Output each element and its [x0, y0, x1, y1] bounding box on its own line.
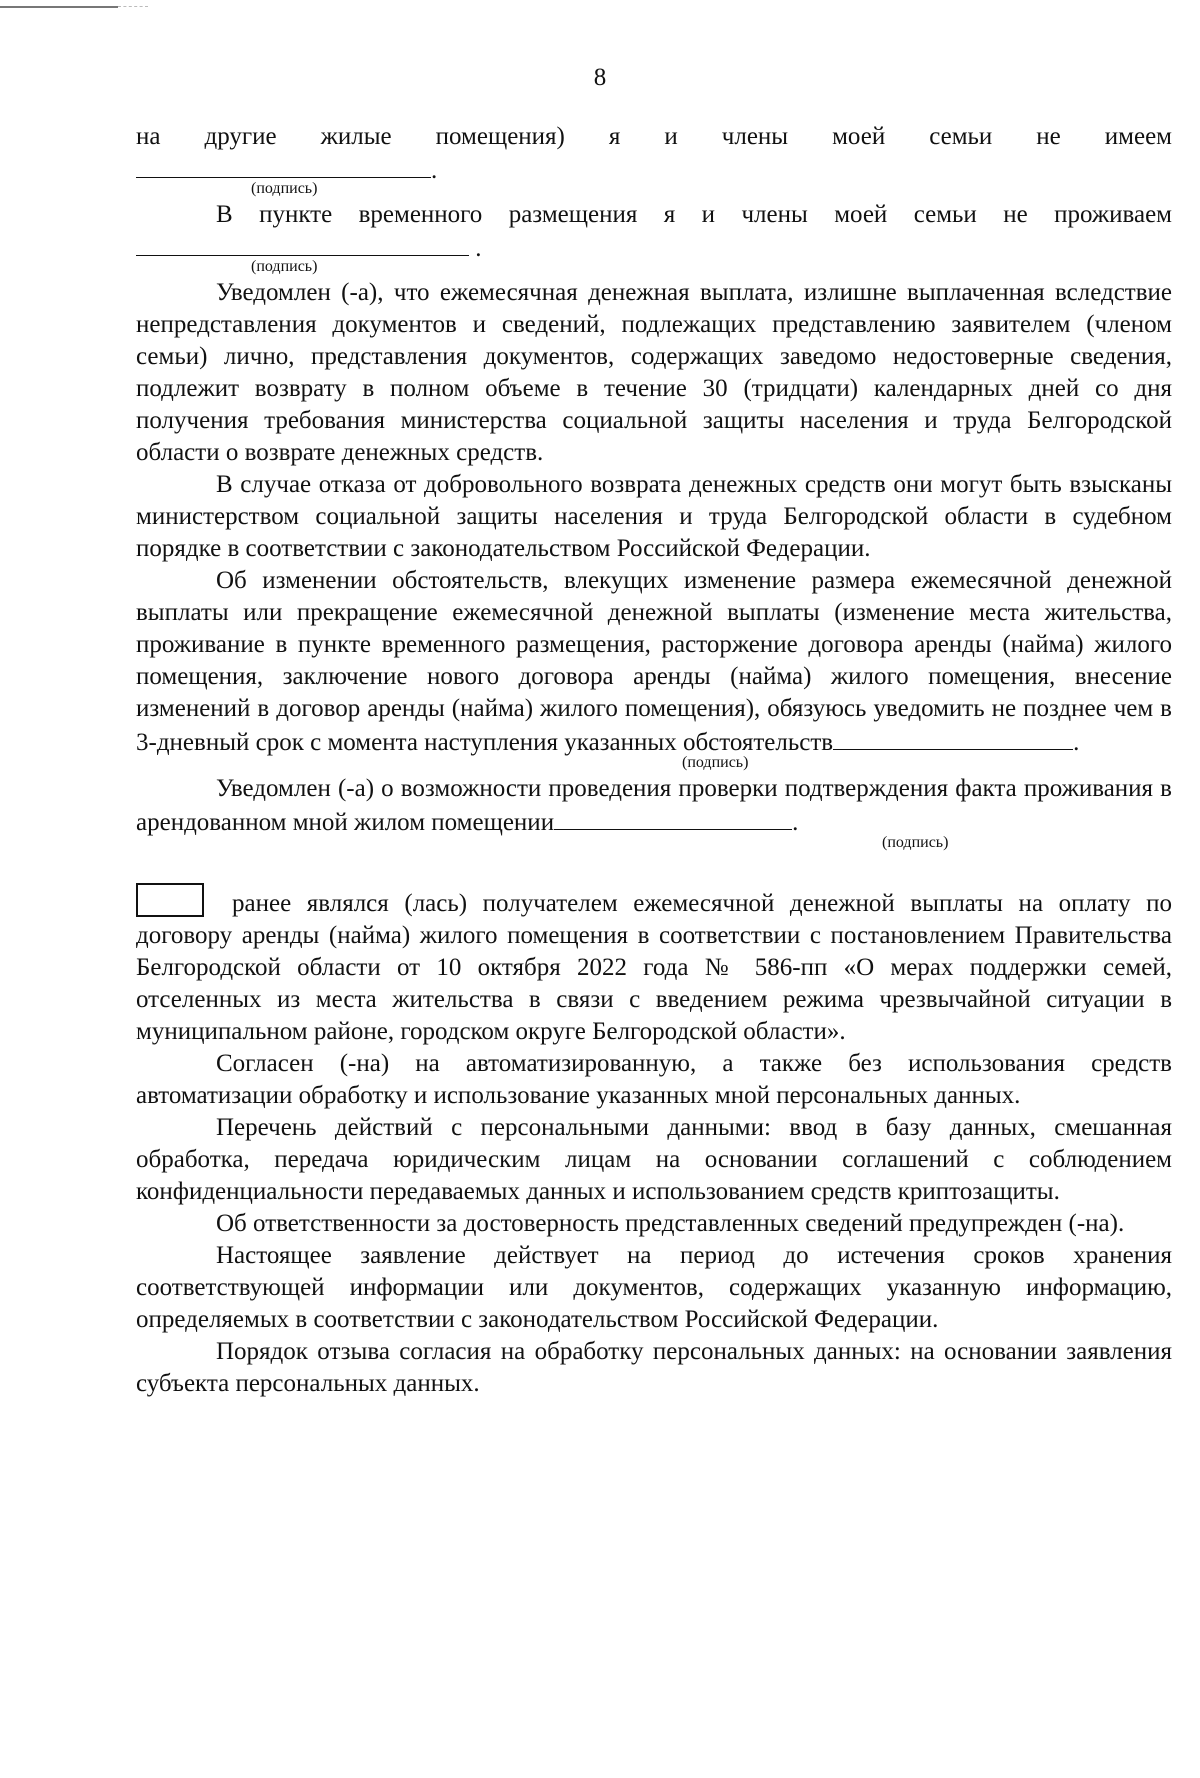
- document-body: [136, 121, 1172, 1400]
- para-overpayment-notice: Уведомлен (-а), что ежемесячная денежная выплата, излишне выплаченная вследствие непредставления документов и сведений, подлежащих представлению заявителем (членом семьи) лично, представления документов, содержащих заведомо недостоверные сведения, подлежит возврату в полном объеме в течение 30 (тридцати) календарных дней со дня получения требования министерства социальной защиты населения и труда Белгородской области о возврате денежных средств.: [136, 279, 1172, 466]
- signature-field-3[interactable]: [833, 725, 1073, 750]
- signature-caption-2: (подпись): [251, 258, 318, 275]
- scan-edge-line: [0, 6, 118, 8]
- previous-recipient-checkbox[interactable]: [136, 883, 204, 917]
- para-housing-line: на другие жилые помещения) я и члены моей семьи не имеем: [136, 123, 1172, 150]
- para-responsibility: Об ответственности за достоверность представленных сведений предупрежден (-на).: [216, 1210, 1125, 1237]
- page-number: 8: [593, 64, 607, 91]
- signature-field-1[interactable]: [136, 153, 431, 178]
- signature-field-2[interactable]: [136, 231, 469, 256]
- para-consent-withdrawal: Порядок отзыва согласия на обработку персональных данных: на основании заявления субъекта персональных данных.: [136, 1338, 1172, 1397]
- signature-block-2: . (подпись): [136, 231, 1172, 277]
- para-previous-recipient: ранее являлся (лась) получателем ежемесячной денежной выплаты на оплату по договору аренды (найма) жилого помещения в соответствии с постановлением Правительства Белгородской области от 10 октября 2022 года № 586-пп «О мерах поддержки семей, отселенных из места жительства в связи с введением режима чрезвычайной ситуации в муниципальном районе, городском округе Белгородской области».: [136, 883, 1172, 1048]
- para-consent-processing: Согласен (-на) на автоматизированную, а также без использования средств автоматизации обработку и использование указанных мной персональных данных.: [136, 1050, 1172, 1109]
- signature-field-4[interactable]: [554, 805, 792, 830]
- signature-caption-3: (подпись): [682, 754, 749, 771]
- para-temporary-placement: В пункте временного размещения я и члены моей семьи не проживаем: [216, 201, 1172, 228]
- para-validity-period: Настоящее заявление действует на период до истечения сроков хранения соответствующей информации или документов, содержащих указанную информацию, определяемых в соответствии с законодательством Российской Федерации.: [136, 1242, 1172, 1333]
- scan-edge-dash: [118, 6, 148, 7]
- para-data-actions: Перечень действий с персональными данными: ввод в базу данных, смешанная обработка, передача юридическим лицам на основании соглашений с соблюдением конфиденциальности передаваемых данных и использованием средств криптозащиты.: [136, 1114, 1172, 1205]
- signature-caption-1: (подпись): [251, 180, 318, 197]
- para-refusal-return: В случае отказа от добровольного возврата денежных средств они могут быть взысканы министерством социальной защиты населения и труда Белгородской области в судебном порядке в соответствии с законодательством Российской Федерации.: [136, 471, 1172, 562]
- para-inspection-notice: Уведомлен (-а) о возможности проведения проверки подтверждения факта проживания в арендованном мной жилом помещении .: [136, 775, 1172, 836]
- para-change-circumstances: Об изменении обстоятельств, влекущих изменение размера ежемесячной денежной выплаты или прекращение ежемесячной денежной выплаты (изменение места жительства, проживание в пункте временного размещения, расторжение договора аренды (найма) жилого помещения, заключение нового договора аренды (найма) жилого помещения, внесение изменений в договор аренды (найма) жилого помещения), обязуюсь уведомить не позднее чем в 3-дневный срок с момента наступления указанных обстоятельств .: [136, 567, 1172, 756]
- signature-caption-4: (подпись): [882, 834, 949, 851]
- signature-block-1: . (подпись): [136, 153, 1172, 199]
